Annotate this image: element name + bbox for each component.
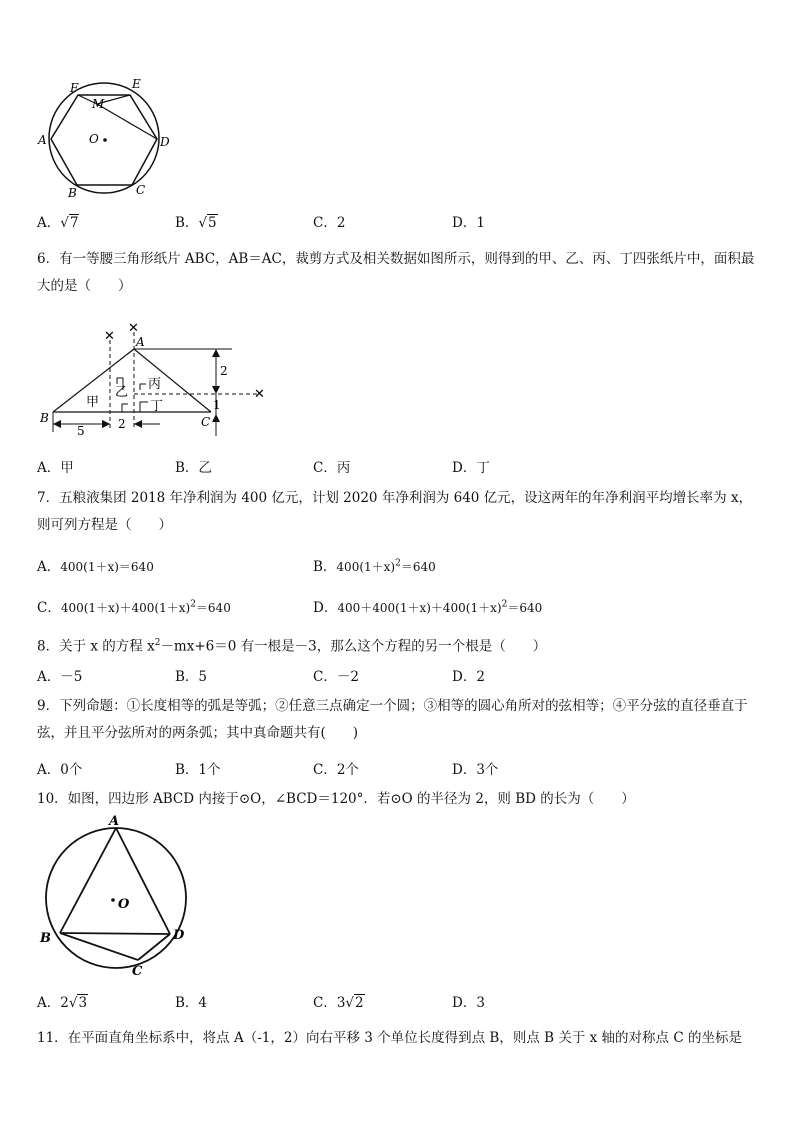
q6-option-b: B．乙 bbox=[175, 460, 212, 476]
q11-stem: 11．在平面直角坐标系中，将点 A（-1，2）向右平移 3 个单位长度得到点 B，则点 B 关于 x 轴的对称点 C 的坐标是 bbox=[37, 1030, 742, 1046]
q6-right-angle-mark bbox=[122, 404, 128, 412]
q10-circle bbox=[46, 828, 186, 968]
q10-label-A: A bbox=[109, 814, 120, 829]
q6-figure bbox=[36, 318, 271, 440]
q6-label-C: C bbox=[201, 415, 211, 429]
q8-stem bbox=[37, 630, 762, 661]
q9-option-a: A．0个 bbox=[37, 762, 83, 778]
arrow-left-icon bbox=[53, 420, 61, 428]
q10-label-D: D bbox=[173, 928, 185, 943]
q10-option-c-prefix: C．3 bbox=[313, 995, 346, 1011]
q10-option-a-prefix: A．2 bbox=[37, 995, 69, 1011]
q5-label-D: D bbox=[160, 135, 170, 149]
q6-option-a: A．甲 bbox=[37, 460, 74, 476]
q5-segment-MD bbox=[97, 104, 157, 139]
q5-option-b bbox=[175, 211, 218, 231]
q5-label-B: B bbox=[68, 186, 77, 200]
q9-option-d: D．3个 bbox=[452, 762, 499, 778]
q6-scissors-icon: ✕ bbox=[128, 321, 139, 336]
q10-side-AB bbox=[60, 828, 116, 933]
q7-option-a-expr: 400(1＋x)＝640 bbox=[60, 560, 154, 574]
sqrt-icon: √ bbox=[60, 215, 69, 231]
q6-label-jia: 甲 bbox=[86, 395, 100, 410]
q10-option-d: D．3 bbox=[452, 995, 485, 1011]
q5-option-d: D．1 bbox=[452, 215, 485, 231]
q5-label-M: M bbox=[92, 97, 105, 111]
q6-label-B: B bbox=[40, 411, 49, 425]
q6-scissors-icon: ✕ bbox=[254, 387, 265, 402]
q8-option-d: D．2 bbox=[452, 669, 485, 685]
q6-label-bing: 丙 bbox=[148, 377, 162, 392]
sqrt-icon: √ bbox=[198, 215, 208, 231]
q5-label-F: F bbox=[70, 81, 79, 95]
q7-option-a-prefix: A． bbox=[37, 559, 61, 575]
sqrt-icon: √ bbox=[345, 995, 355, 1011]
q6-label-5: 5 bbox=[77, 424, 85, 438]
q6-side-AC bbox=[134, 349, 211, 412]
q5-option-b-prefix: B． bbox=[175, 215, 199, 231]
arrow-right-icon bbox=[102, 420, 110, 428]
q7-option-b bbox=[313, 555, 436, 575]
q5-option-a bbox=[37, 211, 79, 231]
q10-side-AD bbox=[116, 828, 170, 934]
q8-option-c: C．－2 bbox=[313, 669, 359, 685]
q7-option-b-tail: ＝640 bbox=[400, 560, 436, 574]
q10-option-c bbox=[313, 991, 365, 1011]
arrow-down-icon bbox=[212, 386, 220, 394]
arrow-up-icon bbox=[212, 414, 220, 422]
q8-option-a: A．－5 bbox=[37, 669, 83, 685]
q7-option-c-exponent: 2 bbox=[190, 599, 196, 610]
q7-option-c-expr: 400(1＋x)＋400(1＋x) bbox=[60, 601, 191, 615]
q10-side-BC bbox=[60, 933, 138, 960]
q7-option-d-exponent: 2 bbox=[501, 599, 508, 610]
q10-option-c-radicand: 2 bbox=[355, 995, 364, 1011]
q5-center-dot bbox=[103, 138, 107, 142]
q6-label-2-horizontal: 2 bbox=[118, 417, 126, 431]
q10-option-b: B．4 bbox=[175, 995, 208, 1011]
q6-label-2-vertical: 2 bbox=[220, 364, 228, 378]
q10-diagonal-BD bbox=[60, 933, 170, 934]
q7-option-c bbox=[37, 596, 231, 616]
q6-label-yi: 乙 bbox=[115, 385, 129, 400]
q7-option-b-prefix: B． bbox=[313, 559, 337, 575]
q5-label-E: E bbox=[132, 77, 141, 91]
q7-option-d-prefix: D． bbox=[313, 600, 338, 616]
q7-option-a bbox=[37, 555, 154, 575]
q6-option-c: C．丙 bbox=[313, 460, 351, 476]
q6-label-A: A bbox=[136, 335, 145, 349]
q7-option-d-expr: 400＋400(1＋x)＋400(1＋x) bbox=[337, 601, 502, 615]
q10-stem: 10．如图，四边形 ABCD 内接于⊙O，∠BCD＝120°．若⊙O 的半径为 2，则 BD 的长为（ ） bbox=[37, 791, 635, 807]
q8-stem-exponent: 2 bbox=[154, 638, 161, 648]
q5-label-C: C bbox=[136, 183, 146, 197]
q10-figure bbox=[34, 812, 194, 980]
q7-option-c-prefix: C． bbox=[37, 600, 61, 616]
q5-label-O: O bbox=[89, 132, 99, 146]
q7-stem: 7．五粮液集团 2018 年净利润为 400 亿元，计划 2020 年净利润为 640 亿元，设这两年的年净利润平均增长率为 x，则可列方程是（ ） bbox=[37, 490, 753, 533]
q10-option-a bbox=[37, 991, 88, 1011]
q8-stem-part-b: －mx+6＝0 有一根是－3，那么这个方程的另一个根是（ ） bbox=[160, 638, 547, 655]
q7-option-d bbox=[313, 596, 542, 616]
q6-label-1: 1 bbox=[213, 398, 221, 412]
q10-label-B: B bbox=[40, 931, 51, 946]
q8-stem-part-a: 8．关于 x 的方程 x bbox=[37, 638, 155, 655]
q7-option-b-exponent: 2 bbox=[395, 558, 401, 569]
q5-option-a-radicand: 7 bbox=[69, 215, 79, 231]
q9-option-b: B．1个 bbox=[175, 762, 221, 778]
q5-option-b-radicand: 5 bbox=[208, 215, 217, 231]
q7-option-c-tail: ＝640 bbox=[195, 601, 231, 615]
q8-option-b: B．5 bbox=[175, 669, 208, 685]
q6-label-ding: 丁 bbox=[150, 399, 164, 414]
q10-center-dot bbox=[111, 898, 115, 902]
q10-label-O: O bbox=[118, 897, 130, 912]
q5-label-A: A bbox=[38, 133, 47, 147]
q9-option-c: C．2个 bbox=[313, 762, 359, 778]
q10-option-a-radicand: 3 bbox=[78, 995, 88, 1011]
q9-stem: 9．下列命题：①长度相等的弧是等弧；②任意三点确定一个圆；③相等的圆心角所对的弦相等；④平分弦的直径垂直于弦，并且平分弦所对的两条弧；其中真命题共有( ) bbox=[37, 698, 748, 741]
q6-right-angle-mark bbox=[140, 402, 148, 412]
q7-option-d-tail: ＝640 bbox=[507, 601, 543, 615]
q5-figure bbox=[30, 72, 180, 202]
q6-right-angle-mark bbox=[140, 384, 146, 390]
q6-stem: 6．有一等腰三角形纸片 ABC，AB＝AC，裁剪方式及相关数据如图所示，则得到的甲、乙、丙、丁四张纸片中，面积最大的是（ ） bbox=[37, 251, 755, 294]
q7-option-b-expr: 400(1＋x) bbox=[336, 560, 396, 574]
q5-option-c: C．2 bbox=[313, 215, 346, 231]
q6-option-d: D．丁 bbox=[452, 460, 490, 476]
arrow-up-icon bbox=[212, 349, 220, 357]
q10-label-C: C bbox=[132, 964, 143, 979]
q5-option-a-prefix: A． bbox=[37, 215, 61, 231]
arrow-left-icon bbox=[134, 420, 142, 428]
sqrt-icon: √ bbox=[68, 995, 78, 1011]
q6-scissors-icon: ✕ bbox=[104, 329, 115, 344]
